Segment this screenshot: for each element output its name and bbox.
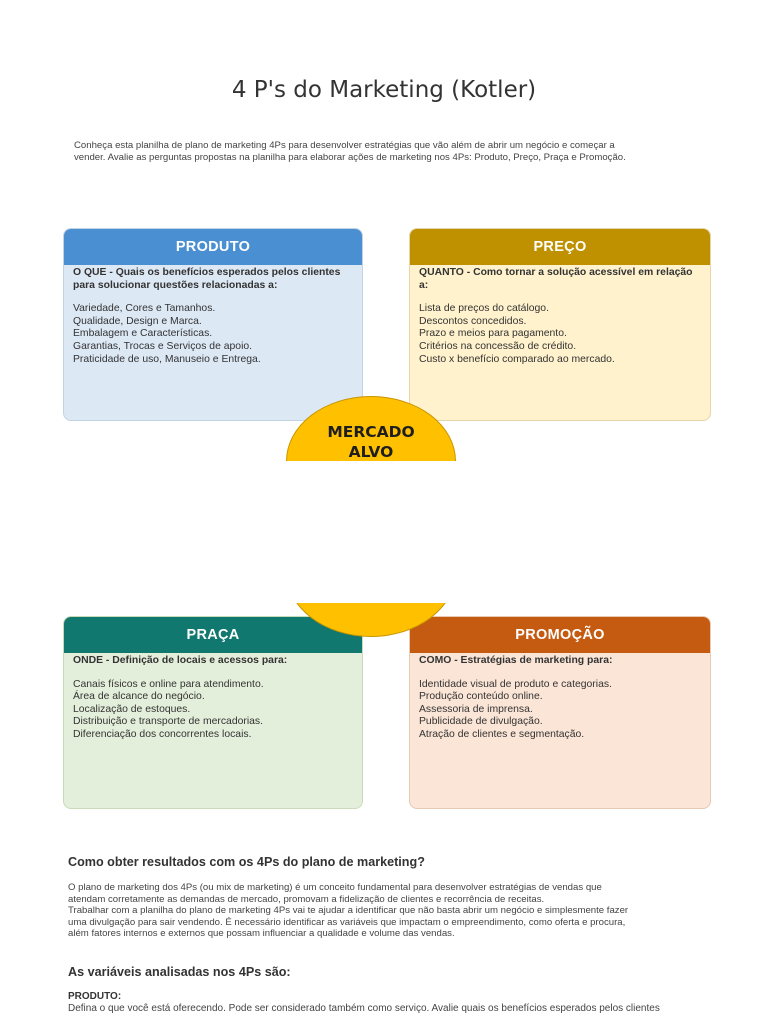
- list-item: Atração de clientes e segmentação.: [419, 728, 585, 740]
- list-item: Distribuição e transporte de mercadorias.: [73, 716, 264, 728]
- list-item: Embalagem e Características.: [73, 328, 213, 340]
- paragraph-line: além fatores internos e externos que possam influenciar a qualidade e volume das vendas.: [68, 928, 455, 940]
- list-item: Canais físicos e online para atendimento.: [73, 678, 264, 690]
- card-list: [73, 679, 353, 742]
- card-title: PROMOÇÃO: [410, 617, 710, 653]
- card-title: PRAÇA: [64, 617, 362, 653]
- list-item: Produção conteúdo online.: [419, 691, 543, 703]
- list-item: Prazo e meios para pagamento.: [419, 328, 567, 340]
- produto-text: Defina o que você está oferecendo. Pode ser considerado também como serviço. Avalie quais os benefícios esperados pelos clientes: [68, 1003, 660, 1014]
- list-item: Área de alcance do negócio.: [73, 691, 205, 703]
- list-item: Praticidade de uso, Manuseio e Entrega.: [73, 353, 261, 365]
- paragraph-line: O plano de marketing dos 4Ps (ou mix de marketing) é um conceito fundamental para desenvolver estratégias de vendas que: [68, 882, 602, 893]
- paragraph-line: atendam corretamente as demandas de mercado, promovam a fidelização de clientes e recorrência de receitas.: [68, 893, 545, 905]
- list-item: Assessoria de imprensa.: [419, 703, 533, 715]
- list-item: Critérios na concessão de crédito.: [419, 340, 577, 352]
- intro-line: vender. Avalie as perguntas propostas na planilha para elaborar ações de marketing nos 4Ps: Produto, Preço, Praça e Promoção.: [74, 152, 626, 163]
- card-list: [419, 303, 701, 366]
- card-list: [419, 679, 701, 742]
- intro-text: [74, 140, 704, 164]
- card-produto: [63, 228, 363, 421]
- card-question: QUANTO - Como tornar a solução acessível em relação a:: [419, 267, 693, 291]
- card-question: O QUE - Quais os benefícios esperados pelos clientes para solucionar questões relacionadas a:: [73, 267, 341, 291]
- card-preco: [409, 228, 711, 421]
- list-item: Publicidade de divulgação.: [419, 716, 543, 728]
- section-heading-variables: As variáveis analisadas nos 4Ps são:: [68, 965, 291, 979]
- page-title: 4 P's do Marketing (Kotler): [231, 77, 537, 103]
- list-item: Variedade, Cores e Tamanhos.: [73, 303, 216, 315]
- intro-line: Conheça esta planilha de plano de marketing 4Ps para desenvolver estratégias que vão além de abrir um negócio e começar a: [74, 140, 615, 151]
- list-item: Diferenciação dos concorrentes locais.: [73, 728, 252, 740]
- paragraph-line: uma divulgação para sair vendendo. É necessário identificar as variáveis que impactam o empreendimento, como oferta e procura,: [68, 916, 626, 928]
- target-market-ellipse-bottom: [286, 603, 456, 637]
- ellipse-label-line: MERCADO: [327, 423, 415, 441]
- card-list: [73, 303, 353, 366]
- section-heading-results: Como obter resultados com os 4Ps do plano de marketing?: [68, 855, 425, 869]
- list-item: Garantias, Trocas e Serviços de apoio.: [73, 340, 253, 352]
- card-promocao: [409, 616, 711, 809]
- ellipse-label-line: ALVO: [348, 443, 394, 461]
- list-item: Lista de preços do catálogo.: [419, 303, 549, 315]
- ellipse-label: [286, 422, 456, 461]
- card-question: COMO - Estratégias de marketing para:: [419, 655, 613, 666]
- target-market-ellipse: [286, 396, 456, 461]
- ellipse-shape: [286, 603, 456, 637]
- card-title: PREÇO: [410, 229, 710, 265]
- card-praca: [63, 616, 363, 809]
- list-item: Localização de estoques.: [73, 703, 191, 715]
- list-item: Identidade visual de produto e categorias.: [419, 678, 612, 690]
- produto-label: PRODUTO:: [68, 991, 122, 1002]
- list-item: Qualidade, Design e Marca.: [73, 315, 202, 327]
- card-title: PRODUTO: [64, 229, 362, 265]
- results-paragraph: [68, 882, 708, 940]
- card-question: ONDE - Definição de locais e acessos para:: [73, 655, 288, 666]
- paragraph-line: Trabalhar com a planilha do plano de marketing 4Ps vai te ajudar a identificar que não basta abrir um negócio e simplesmente fazer: [68, 905, 629, 917]
- list-item: Descontos concedidos.: [419, 315, 527, 327]
- list-item: Custo x benefício comparado ao mercado.: [419, 353, 615, 365]
